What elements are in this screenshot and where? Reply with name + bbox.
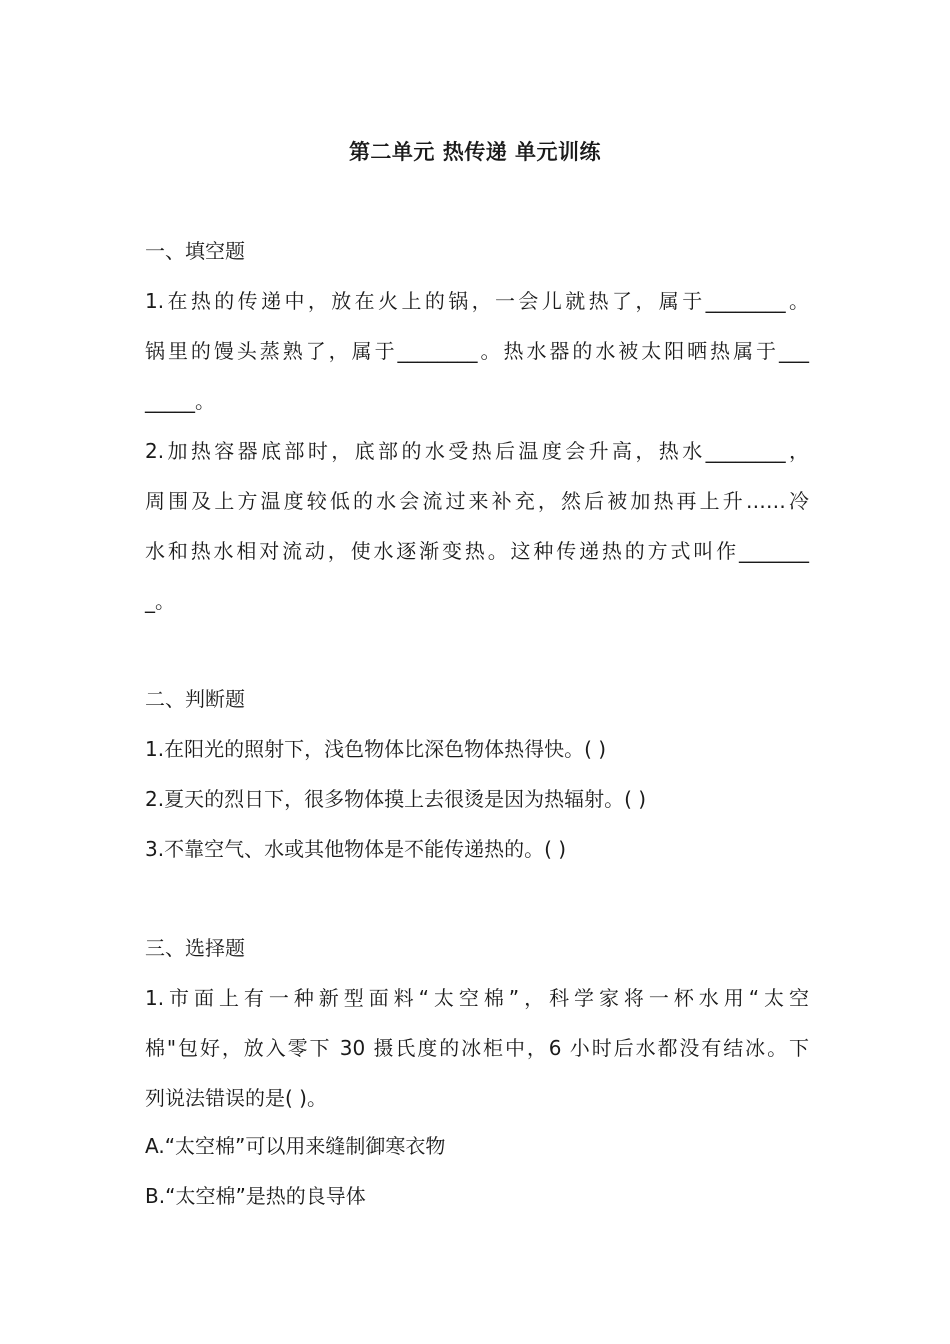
choice-option-a: A.“太空棉”可以用来缝制御寒衣物 (145, 1134, 446, 1158)
section-heading-choice: 三、选择题 (145, 936, 245, 960)
section-heading-fill-blank: 一、填空题 (145, 239, 245, 263)
choice-q1-line-1: 1.市面上有一种新型面料“太空棉”，科学家将一杯水用“太空 (145, 986, 809, 1010)
choice-option-b: B.“太空棉”是热的良导体 (145, 1184, 366, 1208)
choice-q1-line-3: 列说法错误的是( )。 (145, 1086, 327, 1110)
fill-blank-q2-line-3: 水和热水相对流动，使水逐渐变热。这种传递热的方式叫作_______ (145, 539, 809, 563)
fill-blank-q2-line-4: _。 (145, 589, 175, 613)
true-false-item-3: 3.不靠空气、水或其他物体是不能传递热的。( ) (145, 837, 567, 861)
fill-blank-q2-line-1: 2.加热容器底部时，底部的水受热后温度会升高，热水________， (145, 439, 809, 463)
fill-blank-q1-line-2: 锅里的馒头蒸熟了，属于________。热水器的水被太阳晒热属于___ (145, 339, 809, 363)
true-false-item-1: 1.在阳光的照射下，浅色物体比深色物体热得快。( ) (145, 737, 607, 761)
fill-blank-q1-line-1: 1.在热的传递中，放在火上的锅，一会儿就热了，属于________。 (145, 289, 809, 313)
section-heading-true-false: 二、判断题 (145, 687, 245, 711)
fill-blank-q2-line-2: 周围及上方温度较低的水会流过来补充，然后被加热再上升……冷 (145, 489, 809, 513)
choice-q1-line-2: 棉"包好，放入零下 30 摄氏度的冰柜中，6 小时后水都没有结冰。下 (145, 1036, 809, 1060)
fill-blank-q1-line-3: _____。 (145, 389, 215, 413)
page-title: 第二单元 热传递 单元训练 (348, 140, 602, 164)
true-false-item-2: 2.夏天的烈日下，很多物体摸上去很烫是因为热辐射。( ) (145, 787, 647, 811)
